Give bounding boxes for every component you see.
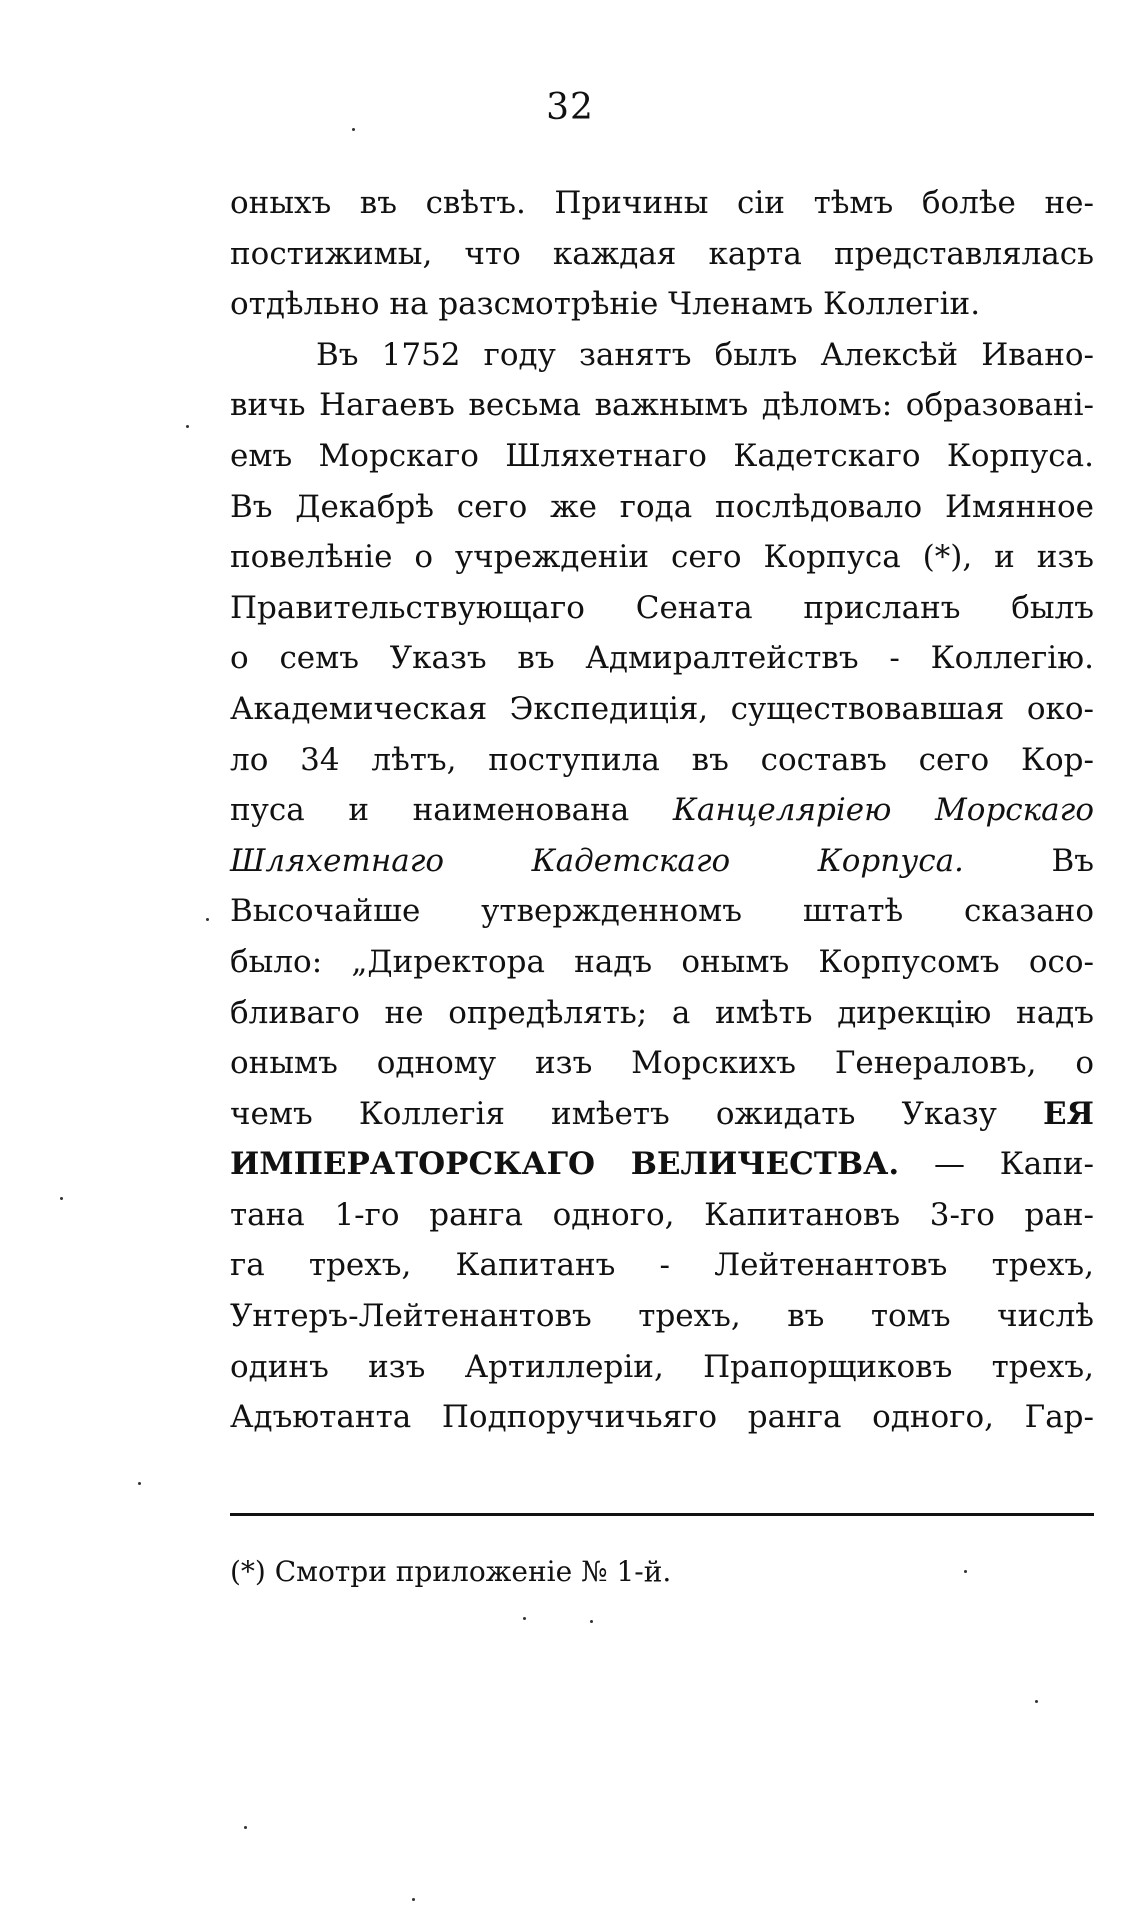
text-line-mixed: [230, 836, 1094, 887]
text-line: вичь Нагаевъ весьма важнымъ дѣломъ: образованi-: [230, 387, 1094, 424]
scan-speck: [964, 1570, 967, 1573]
scan-speck: [60, 1197, 63, 1200]
text-line: Высочайше утвержденномъ штатѣ сказано: [230, 893, 1094, 930]
bold-run: ЕЯ: [1043, 1095, 1095, 1132]
scan-speck: [352, 128, 355, 131]
scan-speck: [138, 1482, 141, 1485]
text-run: пуса и наименована: [230, 792, 630, 829]
text-line: Въ Декабрѣ сего же года послѣдовало Имянное: [230, 488, 1094, 525]
italic-run: Канцеляріею Морскаго: [672, 792, 1094, 829]
text-line: тана 1-го ранга одного, Капитановъ 3-го ран-: [230, 1196, 1094, 1233]
text-line: Правительствующаго Сената присланъ былъ: [230, 589, 1094, 626]
text-line: постижимы, что каждая карта представлялась: [230, 235, 1094, 272]
text-line: оныхъ въ свѣтъ. Причины сіи тѣмъ болѣе не-: [230, 185, 1094, 221]
text-line-mixed: [230, 1089, 1094, 1140]
scan-speck: [523, 1617, 526, 1620]
body-text: [230, 178, 1094, 1443]
text-line-mixed: [230, 785, 1094, 836]
text-line: га трехъ, Капитанъ - Лейтенантовъ трехъ,: [230, 1247, 1094, 1284]
text-run: чемъ Коллегія имѣетъ ожидать Указу: [230, 1095, 997, 1132]
text-line-mixed: [230, 1139, 1094, 1190]
text-line: емъ Морскаго Шляхетнаго Кадетскаго Корпуса.: [230, 437, 1094, 474]
scan-speck: [590, 1620, 593, 1623]
scan-speck: [1035, 1700, 1038, 1703]
text-line: онымъ одному изъ Морскихъ Генераловъ, о: [230, 1045, 1094, 1082]
text-line: Унтеръ-Лейтенантовъ трехъ, въ томъ числѣ: [230, 1298, 1094, 1335]
text-run: Въ: [1051, 842, 1094, 879]
scan-speck: [186, 425, 189, 428]
text-line: о семъ Указъ въ Адмиралтействъ - Коллегію.: [230, 640, 1094, 677]
footnote-rule: [230, 1513, 1094, 1516]
text-line: отдѣльно на разсмотрѣніе Членамъ Коллегіи.: [230, 286, 981, 323]
text-line: одинъ изъ Артиллеріи, Прапорщиковъ трехъ,: [230, 1348, 1094, 1385]
text-line: Адъютанта Подпоручичьяго ранга одного, Гар-: [230, 1399, 1094, 1436]
text-line: бливаго не опредѣлять; а имѣть дирекцію надъ: [230, 994, 1094, 1031]
text-line: было: „Директора надъ онымъ Корпусомъ осо-: [230, 943, 1094, 980]
italic-run: Шляхетнаго Кадетскаго Корпуса.: [230, 842, 964, 879]
scan-speck: [412, 1898, 415, 1901]
text-line: Въ 1752 году занятъ былъ Алексѣй Ивано-: [316, 336, 1094, 373]
text-line: повелѣніе о учрежденіи сего Корпуса (*), и изъ: [230, 539, 1094, 576]
page-number: 32: [546, 87, 594, 128]
scan-speck: [206, 918, 209, 921]
text-line: Академическая Экспедиція, существовавшая око-: [230, 690, 1094, 727]
text-run: — Капи-: [933, 1146, 1094, 1183]
text-line: ло 34 лѣтъ, поступила въ составъ сего Кор-: [230, 741, 1094, 778]
bold-run: ИМПЕРАТОРСКАГО ВЕЛИЧЕСТВА.: [230, 1146, 900, 1183]
scan-speck: [244, 1826, 247, 1829]
footnote: (*) Смотри приложеніе № 1-й.: [230, 1555, 672, 1588]
